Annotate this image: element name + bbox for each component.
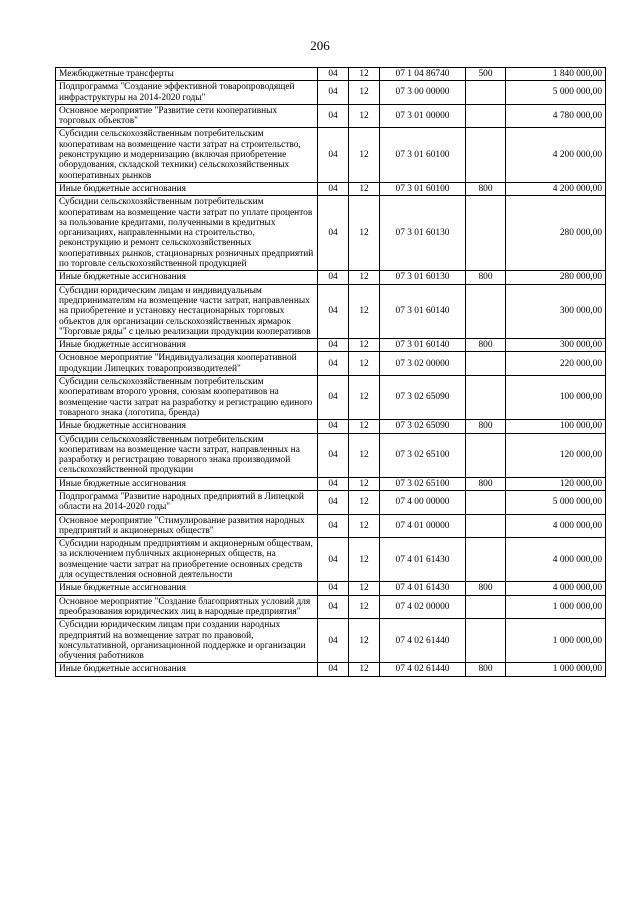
section-code: 04 — [318, 284, 349, 338]
table-row — [56, 663, 606, 676]
section-code: 04 — [318, 619, 349, 663]
subsection-code: 12 — [349, 582, 380, 595]
target-article-code: 07 4 00 00000 — [380, 490, 466, 514]
budget-item-name: Субсидии юридическим лицам при создании народных предприятий на возмещение затрат по правовой, консультативной, организационной поддержке и организации обучения работников — [56, 619, 318, 663]
subsection-code: 12 — [349, 663, 380, 676]
target-article-code: 07 3 01 00000 — [380, 104, 466, 128]
table-row — [56, 128, 606, 182]
budget-table — [55, 67, 606, 677]
subsection-code: 12 — [349, 595, 380, 619]
subsection-code: 12 — [349, 339, 380, 352]
table-row — [56, 182, 606, 195]
budget-item-name: Субсидии сельскохозяйственным потребительским кооперативам на возмещение части затрат по уплате процентов за пользование кредитами, полученными в кредитных организациях, направленными на строительство, реконструкцию и ремонт сельскохозяйственных кооперативных рынков, стационарных розничных предприятий по торговле сельскохозяйственной продукцией — [56, 196, 318, 271]
expense-type-code — [466, 104, 506, 128]
subsection-code: 12 — [349, 619, 380, 663]
budget-item-name: Субсидии сельскохозяйственным потребительским кооперативам второго уровня, союзам кооперативов на возмещение части затрат на разработку и регистрацию единого товарного знака (логотипа, бренда) — [56, 376, 318, 420]
subsection-code: 12 — [349, 271, 380, 284]
table-row — [56, 339, 606, 352]
page-number: 206 — [310, 38, 330, 53]
budget-item-name: Основное мероприятие "Создание благоприятных условий для преобразования юридических лиц в народные предприятия" — [56, 595, 318, 619]
amount-value: 1 000 000,00 — [506, 619, 606, 663]
section-code: 04 — [318, 352, 349, 376]
amount-value: 100 000,00 — [506, 376, 606, 420]
section-code: 04 — [318, 68, 349, 81]
subsection-code: 12 — [349, 104, 380, 128]
table-row — [56, 595, 606, 619]
expense-type-code — [466, 352, 506, 376]
section-code: 04 — [318, 128, 349, 182]
subsection-code: 12 — [349, 376, 380, 420]
budget-item-name: Иные бюджетные ассигнования — [56, 339, 318, 352]
expense-type-code: 500 — [466, 68, 506, 81]
table-row — [56, 582, 606, 595]
target-article-code: 07 3 02 65090 — [380, 376, 466, 420]
target-article-code: 07 4 01 61430 — [380, 538, 466, 582]
subsection-code: 12 — [349, 81, 380, 105]
section-code: 04 — [318, 595, 349, 619]
amount-value: 100 000,00 — [506, 420, 606, 433]
subsection-code: 12 — [349, 433, 380, 477]
table-row — [56, 490, 606, 514]
table-row — [56, 68, 606, 81]
subsection-code: 12 — [349, 538, 380, 582]
budget-item-name: Основное мероприятие "Развитие сети кооперативных торговых объектов" — [56, 104, 318, 128]
expense-type-code — [466, 128, 506, 182]
target-article-code: 07 4 01 61430 — [380, 582, 466, 595]
subsection-code: 12 — [349, 196, 380, 271]
subsection-code: 12 — [349, 68, 380, 81]
budget-item-name: Основное мероприятие "Стимулирование развития народных предприятий и акционерных обществ" — [56, 514, 318, 538]
amount-value: 4 000 000,00 — [506, 538, 606, 582]
table-row — [56, 433, 606, 477]
amount-value: 5 000 000,00 — [506, 490, 606, 514]
section-code: 04 — [318, 582, 349, 595]
amount-value: 1 000 000,00 — [506, 595, 606, 619]
target-article-code: 07 3 01 60130 — [380, 271, 466, 284]
amount-value: 1 000 000,00 — [506, 663, 606, 676]
budget-item-name: Субсидии народным предприятиям и акционерным обществам, за исключением публичных акционерных обществ, на возмещение части затрат на приобретение основных средств для осуществления основной деятельности — [56, 538, 318, 582]
section-code: 04 — [318, 490, 349, 514]
expense-type-code: 800 — [466, 182, 506, 195]
table-row — [56, 420, 606, 433]
section-code: 04 — [318, 514, 349, 538]
expense-type-code — [466, 595, 506, 619]
amount-value: 300 000,00 — [506, 339, 606, 352]
target-article-code: 07 3 02 65090 — [380, 420, 466, 433]
amount-value: 4 200 000,00 — [506, 182, 606, 195]
target-article-code: 07 4 02 00000 — [380, 595, 466, 619]
target-article-code: 07 3 01 60140 — [380, 284, 466, 338]
table-row — [56, 81, 606, 105]
section-code: 04 — [318, 182, 349, 195]
expense-type-code: 800 — [466, 477, 506, 490]
subsection-code: 12 — [349, 420, 380, 433]
amount-value: 280 000,00 — [506, 271, 606, 284]
subsection-code: 12 — [349, 128, 380, 182]
budget-item-name: Иные бюджетные ассигнования — [56, 271, 318, 284]
table-row — [56, 196, 606, 271]
target-article-code: 07 1 04 86740 — [380, 68, 466, 81]
amount-value: 5 000 000,00 — [506, 81, 606, 105]
target-article-code: 07 3 01 60140 — [380, 339, 466, 352]
subsection-code: 12 — [349, 477, 380, 490]
table-row — [56, 619, 606, 663]
expense-type-code — [466, 81, 506, 105]
expense-type-code — [466, 619, 506, 663]
budget-item-name: Субсидии юридическим лицам и индивидуальным предпринимателям на возмещение части затрат, направленных на приобретение и установку нестационарных торговых объектов для организации сельскохозяйственных ярмарок "Торговые ряды" с целью реализации продукции кооперативов — [56, 284, 318, 338]
budget-item-name: Субсидии сельскохозяйственным потребительским кооперативам на возмещение части затрат, направленных на разработку и регистрацию товарного знака производимой сельскохозяйственной продукции — [56, 433, 318, 477]
section-code: 04 — [318, 104, 349, 128]
amount-value: 280 000,00 — [506, 196, 606, 271]
table-row — [56, 271, 606, 284]
table-row — [56, 538, 606, 582]
section-code: 04 — [318, 420, 349, 433]
amount-value: 120 000,00 — [506, 477, 606, 490]
table-row — [56, 284, 606, 338]
expense-type-code — [466, 433, 506, 477]
expense-type-code: 800 — [466, 582, 506, 595]
budget-item-name: Подпрограмма "Развитие народных предприятий в Липецкой области на 2014-2020 годы" — [56, 490, 318, 514]
table-row — [56, 352, 606, 376]
amount-value: 120 000,00 — [506, 433, 606, 477]
target-article-code: 07 3 02 65100 — [380, 433, 466, 477]
expense-type-code — [466, 490, 506, 514]
expense-type-code — [466, 514, 506, 538]
expense-type-code — [466, 284, 506, 338]
expense-type-code: 800 — [466, 663, 506, 676]
subsection-code: 12 — [349, 514, 380, 538]
expense-type-code — [466, 376, 506, 420]
budget-item-name: Иные бюджетные ассигнования — [56, 420, 318, 433]
budget-item-name: Иные бюджетные ассигнования — [56, 182, 318, 195]
budget-item-name: Подпрограмма "Создание эффективной товаропроводящей инфраструктуры на 2014-2020 годы" — [56, 81, 318, 105]
target-article-code: 07 3 02 65100 — [380, 477, 466, 490]
section-code: 04 — [318, 196, 349, 271]
section-code: 04 — [318, 433, 349, 477]
budget-item-name: Межбюджетные трансферты — [56, 68, 318, 81]
target-article-code: 07 3 01 60100 — [380, 182, 466, 195]
subsection-code: 12 — [349, 284, 380, 338]
table-row — [56, 104, 606, 128]
section-code: 04 — [318, 376, 349, 420]
expense-type-code: 800 — [466, 420, 506, 433]
amount-value: 1 840 000,00 — [506, 68, 606, 81]
budget-item-name: Иные бюджетные ассигнования — [56, 582, 318, 595]
target-article-code: 07 4 01 00000 — [380, 514, 466, 538]
budget-item-name: Субсидии сельскохозяйственным потребительским кооперативам на возмещение части затрат на строительство, реконструкцию и модернизацию (включая приобретение оборудования, складской техники) сельскохозяйственных кооперативных рынков — [56, 128, 318, 182]
target-article-code: 07 3 02 00000 — [380, 352, 466, 376]
table-row — [56, 376, 606, 420]
budget-item-name: Иные бюджетные ассигнования — [56, 477, 318, 490]
amount-value: 4 000 000,00 — [506, 582, 606, 595]
budget-item-name: Основное мероприятие "Индивидуализация кооперативной продукции Липецких товаропроизводителей" — [56, 352, 318, 376]
subsection-code: 12 — [349, 490, 380, 514]
budget-item-name: Иные бюджетные ассигнования — [56, 663, 318, 676]
target-article-code: 07 3 01 60100 — [380, 128, 466, 182]
table-row — [56, 514, 606, 538]
section-code: 04 — [318, 81, 349, 105]
section-code: 04 — [318, 477, 349, 490]
table-row — [56, 477, 606, 490]
target-article-code: 07 4 02 61440 — [380, 663, 466, 676]
target-article-code: 07 3 00 00000 — [380, 81, 466, 105]
amount-value: 4 200 000,00 — [506, 128, 606, 182]
expense-type-code — [466, 196, 506, 271]
section-code: 04 — [318, 538, 349, 582]
section-code: 04 — [318, 339, 349, 352]
expense-type-code — [466, 538, 506, 582]
subsection-code: 12 — [349, 352, 380, 376]
expense-type-code: 800 — [466, 339, 506, 352]
amount-value: 4 000 000,00 — [506, 514, 606, 538]
target-article-code: 07 4 02 61440 — [380, 619, 466, 663]
amount-value: 300 000,00 — [506, 284, 606, 338]
section-code: 04 — [318, 663, 349, 676]
amount-value: 4 780 000,00 — [506, 104, 606, 128]
amount-value: 220 000,00 — [506, 352, 606, 376]
target-article-code: 07 3 01 60130 — [380, 196, 466, 271]
subsection-code: 12 — [349, 182, 380, 195]
expense-type-code: 800 — [466, 271, 506, 284]
section-code: 04 — [318, 271, 349, 284]
